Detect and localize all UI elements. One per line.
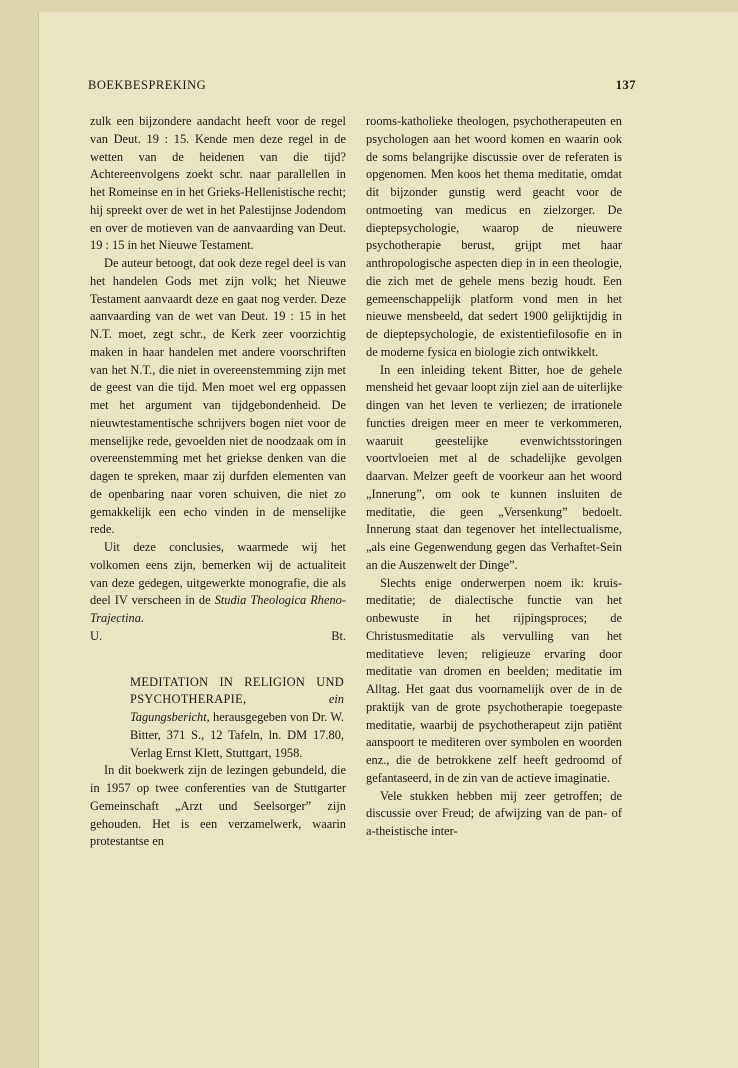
signature-initial-right: Bt. xyxy=(331,628,346,643)
review-book-subtitle: ein Tagungsbericht, xyxy=(130,692,344,724)
signature-initial-left: U. xyxy=(90,628,103,643)
left-paragraph-3-text: Uit deze conclusies, waarmede wij het volkomen eens zijn, bemerken wij de actualiteit van deze gedegen, uitgewerkte monografie, die als deel IV verscheen in de xyxy=(90,540,346,608)
running-title: BOEKBESPREKING xyxy=(88,78,207,92)
left-paragraph-3 xyxy=(90,539,346,628)
page-number: 137 xyxy=(615,78,636,92)
right-paragraph-4: Vele stukken hebben mij zeer getroffen; de discussie over Freud; de afwijzing van de pan- of a-theistische inter- xyxy=(366,788,622,838)
left-paragraph-1: zulk een bijzondere aandacht heeft voor de regel van Deut. 19 : 15. Kende men deze regel in de wetten van de heidenen van die tijd? Achtereenvolgens zoekt schr. naar parallellen in het Romeinse en in het Grieks-Hellenistische recht; hij spreekt over de wet in het Palestijnse Jodendom en over de motieven van de aanvaarding van Deut. 19 : 15 in het Nieuwe Testament. xyxy=(90,114,346,253)
right-paragraph-2: In een inleiding tekent Bitter, hoe de gehele mensheid het gevaar loopt zijn ziel aan de uiterlijke dingen van het leven te verliezen; de irrationele functies dreigen meer en meer te verkommeren, waaruit geestelijke evenwichtsstoringen voortvloeien met al de schadelijke gevolgen daarvan. Melzer geeft de voorkeur aan het woord „Innerung”, om ook te kunnen insluiten de meditatie, die geen „Versenkung” bedoelt. Innerung staat dan tegenover het intellectualisme, „als eine Gegenwendung gegen das Verhaftet-Sein an die Auszenwelt der Dinge”. xyxy=(366,362,622,572)
right-paragraph-1: rooms-katholieke theologen, psychotherapeuten en psychologen aan het woord komen en waarin ook de soms belangrijke discussie over de referaten is opgenomen. Men koos het thema meditatie, omdat dit bijzonder gunstig werd geacht voor de ontmoeting van medicus en zielzorger. De dieptepsychologie, waarop de nieuwere psychotherapie berust, grijpt met haar anthropologische aspecten diep in in een theologie, die zich met de gehele mens bezig houdt. Een gemeenschappelijk platform vond men in het nieuwe mensbeeld, dat sedert 1900 gelijktijdig in de dieptepsychologie, de existentiefilosofie en in de moderne fysica en biologie zich ontwikkelt. xyxy=(366,114,622,359)
left-column xyxy=(90,113,346,851)
review-book-title: MEDITATION IN RELIGION UND PSYCHOTHERAPIE, xyxy=(130,674,344,707)
running-head xyxy=(88,78,636,98)
left-paragraph-4: In dit boekwerk zijn de lezingen gebundeld, die in 1957 op twee conferenties van de Stuttgarter Gemeinschaft „Arzt und Seelsorger” zijn gehouden. Het is een verzamelwerk, waarin protestantse en xyxy=(90,763,346,849)
right-column xyxy=(366,113,622,841)
left-paragraph-2: De auteur betoogt, dat ook deze regel deel is van het handelen Gods met zijn volk; het Nieuwe Testament aanvaardt deze en gaat nog verder. Deze aanvaarding van de wet van Deut. 19 : 15 in het N.T. moet, zegt schr., de Kerk zeer voorzichtig maken in haar handelen met andere voorschriften van het N.T., die niet in overeenstemming zijn met de geest van die tijd. Men moet wel erg oppassen met het argument van tijdgebondenheid. De nieuwtestamentische schrijvers bogen niet voor de menselijke rede, gevoelden niet de noodzaak om in overeenstemming met het griekse denken van die dagen te spreken, maar zij durfden elementen van de openbaring naar voren schuiven, die niet zo gemakkelijk een echo vinden in de menselijke rede. xyxy=(90,256,346,537)
review-signature xyxy=(90,628,346,646)
review-heading xyxy=(90,674,346,763)
right-paragraph-3: Slechts enige onderwerpen noem ik: kruis-meditatie; de dialectische functie van het onbewuste in het rijpingsproces; de Christusmeditatie als vervulling van het meditatieve leven; religieuze ervaring door meditatie van dromen en beelden; meditatie im Alltag. Het gaat dus voornamelijk over de in de praktijk van de grote psychotherapie toegepaste meditatie, waarbij de psychotherapeut zijn patiënt aanspoort te mediteren over symbolen en woorden enz., die de betrokkene zelf heeft gedroomd of gefantaseerd, in de zin van de actieve imaginatie. xyxy=(366,575,622,785)
series-title: Studia Theologica Rheno-Trajectina. xyxy=(90,593,346,625)
review-book-details: herausgegeben von Dr. W. Bitter, 371 S., 12 Tafeln, ln. DM 17.80, Verlag Ernst Klett, Stuttgart, 1958. xyxy=(130,710,344,760)
